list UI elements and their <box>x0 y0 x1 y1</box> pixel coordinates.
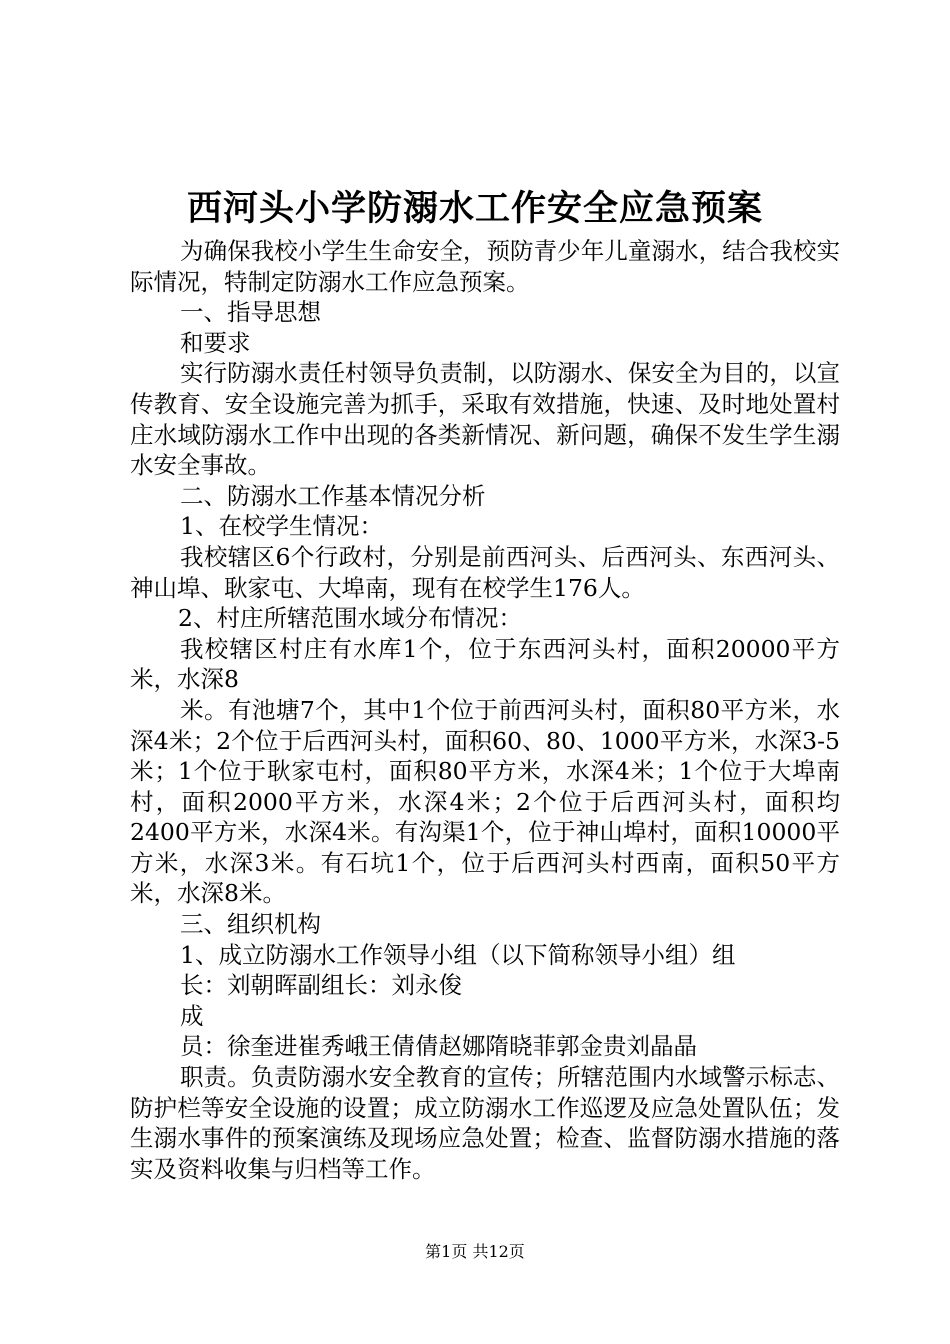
paragraph: 员：徐奎进崔秀峨王倩倩赵娜隋晓菲郭金贵刘晶晶 <box>180 1032 697 1061</box>
section-heading: 一、指导思想 <box>180 298 321 327</box>
paragraph: 和要求 <box>180 328 251 357</box>
section-heading: 三、组织机构 <box>180 910 321 939</box>
subsection-heading: 1、成立防溺水工作领导小组（以下简称领导小组）组 <box>180 940 736 969</box>
paragraph: 我校辖区村庄有水库1个，位于东西河头村，面积20000平方米，水深8 <box>130 634 840 694</box>
paragraph: 实行防溺水责任村领导负责制，以防溺水、保安全为目的，以宣传教育、安全设施完善为抓手，采取有效措施，快速、及时地处置村庄水域防溺水工作中出现的各类新情况、新问题，确保不发生学生溺水安全事故。 <box>130 359 840 480</box>
paragraph: 米。有池塘7个，其中1个位于前西河头村，面积80平方米，水深4米；2个位于后西河头村，面积60、80、1000平方米，水深3-5米；1个位于耿家屯村，面积80平方米，水深4米；1个位于大埠南村，面积2000平方米，水深4米；2个位于后西河头村，面积均2400平方米，水深4米。有沟渠1个，位于神山埠村，面积10000平方米，水深3米。有石坑1个，位于后西河头村西南，面积50平方米，水深8米。 <box>130 695 840 908</box>
paragraph: 成 <box>180 1001 204 1030</box>
document-title: 西河头小学防溺水工作安全应急预案 <box>186 188 763 229</box>
document-body <box>130 236 840 1184</box>
section-heading: 二、防溺水工作基本情况分析 <box>180 481 486 510</box>
subsection-heading: 2、村庄所辖范围水域分布情况： <box>178 604 522 633</box>
page-number-footer: 第1页 共12页 <box>425 1242 525 1261</box>
paragraph: 我校辖区6个行政村，分别是前西河头、后西河头、东西河头、神山埠、耿家屯、大埠南，现有在校学生176人。 <box>130 542 840 602</box>
paragraph: 长：刘朝晖副组长：刘永俊 <box>180 971 462 1000</box>
subsection-heading: 1、在校学生情况： <box>180 512 383 541</box>
paragraph: 为确保我校小学生生命安全，预防青少年儿童溺水，结合我校实际情况，特制定防溺水工作应急预案。 <box>130 237 840 296</box>
paragraph: 职责。负责防溺水安全教育的宣传；所辖范围内水域警示标志、防护栏等安全设施的设置；成立防溺水工作巡逻及应急处置队伍；发生溺水事件的预案演练及现场应急处置；检查、监督防溺水措施的落实及资料收集与归档等工作。 <box>130 1063 840 1183</box>
